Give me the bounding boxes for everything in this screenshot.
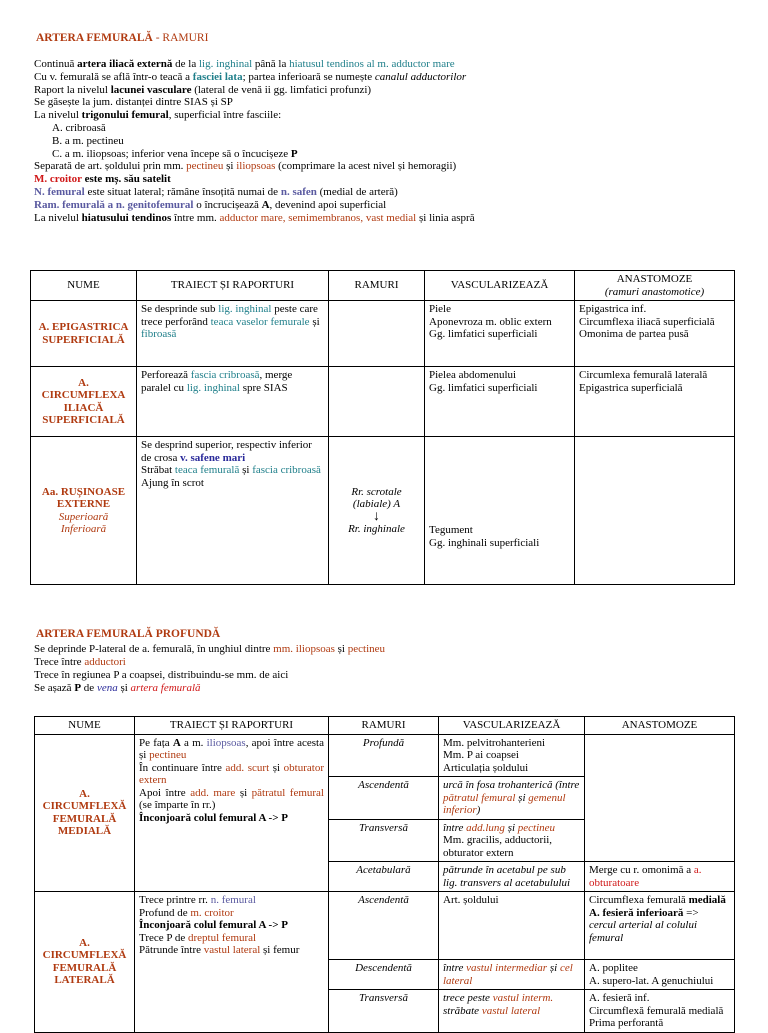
row-name: A. CIRCUMFLEXĂ FEMURALĂ LATERALĂ: [35, 892, 135, 1033]
intro-line-7: B. a m. pectineu: [52, 134, 124, 147]
intro-line-12: Ram. femurală a n. genitofemural o încrucișează A, devenind apoi superficial: [34, 198, 387, 211]
header-anastomoze: ANASTOMOZE (ramuri anastomotice): [575, 271, 735, 301]
row-vasc: Pielea abdomenului Gg. limfatici superficiali: [425, 367, 575, 437]
ramura-acetabulara: Acetabulară: [329, 862, 439, 892]
ramura-descendenta: Descendentă: [329, 960, 439, 990]
table-header-row: [31, 271, 735, 301]
header-ramuri: RAMURI: [329, 717, 439, 735]
row-ramuri: [329, 301, 425, 367]
page-title: ARTERA FEMURALĂ - RAMURI: [36, 32, 209, 44]
row-name: A. CIRCUMFLEXA ILIACĂ SUPERFICIALĂ: [31, 367, 137, 437]
intro-line-8: C. a m. iliopsoas; inferior vena începe să o încucișeze P: [52, 147, 298, 160]
row-vasc: Tegument Gg. inghinali superficiali: [425, 437, 575, 585]
intro-line-5: La nivelul trigonului femural, superficial între fasciile:: [34, 109, 282, 122]
header-vascularizeaza: VASCULARIZEAZĂ: [425, 271, 575, 301]
header-nume: NUME: [31, 271, 137, 301]
intro2-line-4: Se așază P de vena și artera femurală: [34, 682, 201, 694]
row-anast: [585, 734, 735, 862]
header-ramuri: RAMURI: [329, 271, 425, 301]
intro2-line-3: Trece în regiunea P a coapsei, distribuindu-se mm. de aici: [34, 669, 289, 681]
row-traiect: Se desprinde sub lig. inghinal peste care trece perforând teaca vaselor femurale și fibroasă: [137, 301, 329, 367]
ramura-ascendenta: Ascendentă: [329, 892, 439, 960]
table-row: [31, 437, 735, 585]
row-vasc: Piele Aponevroza m. oblic extern Gg. limfatici superficiali: [425, 301, 575, 367]
ramura-profunda: Profundă: [329, 734, 439, 777]
intro-line-1: Continuă artera iliacă externă de la lig. inghinal până la hiatusul tendinos al m. adductor mare: [34, 58, 455, 70]
header-vascularizeaza: VASCULARIZEAZĂ: [439, 717, 585, 735]
ramura-transversa: Transversă: [329, 819, 439, 862]
row-vasc: Mm. pelvitrohanterieni Mm. P ai coapsei Articulația șoldului: [439, 734, 585, 777]
intro-line-2: Cu v. femurală se află într-o teacă a fasciei lata; partea inferioară se numește canalul adductorilor: [34, 70, 467, 83]
row-name: Aa. RUȘINOASE EXTERNE Superioară Inferioară: [31, 437, 137, 585]
header-traiect: TRAIECT ȘI RAPORTURI: [137, 271, 329, 301]
intro2-line-1: Se deprinde P-lateral de a. femurală, în unghiul dintre mm. iliopsoas și pectineu: [34, 643, 386, 655]
intro-line-10: M. croitor este mș. său satelit: [34, 173, 171, 186]
header-traiect: TRAIECT ȘI RAPORTURI: [135, 717, 329, 735]
intro2-line-2: Trece între adductori: [34, 656, 126, 668]
intro-line-11: N. femural este situat lateral; rămâne însoțită numai de n. safen (medial de arteră): [34, 185, 398, 198]
row-anast: A. poplitee A. supero-lat. A genuchiului: [585, 960, 735, 990]
row-vasc: trece peste vastul interm. străbate vastul lateral: [439, 990, 585, 1033]
row-anast: Epigastrica inf. Circumflexa iliacă superficială Omonima de partea pusă: [575, 301, 735, 367]
row-traiect: Trece printre rr. n. femural Profund de m. croitor Înconjoară colul femural A -> P Trece P de dreptul femural Pătrunde între vastul lateral și femur: [135, 892, 329, 1033]
row-anast: [575, 437, 735, 585]
row-ramuri: [329, 367, 425, 437]
row-name: A. EPIGASTRICA SUPERFICIALĂ: [31, 301, 137, 367]
row-vasc: între add.lung și pectineu Mm. gracilis, adductorii, obturator extern: [439, 819, 585, 862]
intro-line-3: Raport la nivelul lacunei vasculare (lateral de venă ii gg. limfatici profunzi): [34, 83, 372, 96]
row-anast: Circumlexa femurală laterală Epigastrica superficială: [575, 367, 735, 437]
deep-branches-table: [34, 716, 735, 1033]
table-row: [31, 367, 735, 437]
row-traiect: Pe fața A a m. iliopsoas, apoi între acesta și pectineu În continuare între add. scurt și obturator extern Apoi între add. mare și pătratul femural (se împarte în rr.) Înconjoară colul femural A -> P: [135, 734, 329, 892]
row-name: A. CIRCUMFLEXĂ FEMURALĂ MEDIALĂ: [35, 734, 135, 892]
row-traiect: Se desprind superior, respectiv inferior de crosa v. safene mari Străbat teaca femurală și fascia cribroasă Ajung în scrot: [137, 437, 329, 585]
intro-line-4: Se găsește la jum. distanței dintre SIAS și SP: [34, 96, 233, 109]
intro-line-9: Separată de art. șoldului prin mm. pectineu și iliopsoas (comprimare la acest nivel și hemoragii): [34, 160, 457, 173]
table-row: [35, 892, 735, 960]
row-vasc: între vastul intermediar și cel lateral: [439, 960, 585, 990]
header-anastomoze: ANASTOMOZE: [585, 717, 735, 735]
row-anast: A. fesieră inf. Circumflexă femurală medială Prima perforantă: [585, 990, 735, 1033]
section-title-profunda: ARTERA FEMURALĂ PROFUNDĂ: [36, 628, 221, 640]
ramura-transversa: Transversă: [329, 990, 439, 1033]
header-nume: NUME: [35, 717, 135, 735]
superficial-branches-table: [30, 270, 735, 585]
row-anast: Merge cu r. omonimă a a. obturatoare: [585, 862, 735, 892]
intro-paragraph: [34, 58, 734, 224]
row-traiect: Perforează fascia cribroasă, merge paralel cu lig. inghinal spre SIAS: [137, 367, 329, 437]
row-vasc: urcă în fosa trohanterică (între pătratul femural și gemenul inferior): [439, 777, 585, 820]
ramura-ascendenta: Ascendentă: [329, 777, 439, 820]
table-row: [31, 301, 735, 367]
intro-line-13: La nivelul hiatusului tendinos între mm. adductor mare, semimembranos, vast medial și linia aspră: [34, 211, 475, 224]
row-vasc: Art. șoldului: [439, 892, 585, 960]
intro2-paragraph: [34, 643, 385, 695]
row-ramuri: Rr. scrotale (labiale) A ↓ Rr. inghinale: [329, 437, 425, 585]
down-arrow-icon: ↓: [373, 508, 380, 524]
intro-line-6: A. cribroasă: [52, 121, 106, 134]
table-row: [35, 734, 735, 777]
row-vasc: pătrunde în acetabul pe sub lig. transvers al acetabulului: [439, 862, 585, 892]
table-header-row: [35, 717, 735, 735]
row-anast: Circumflexa femurală medială A. fesieră inferioară => cercul arterial al colului femural: [585, 892, 735, 960]
